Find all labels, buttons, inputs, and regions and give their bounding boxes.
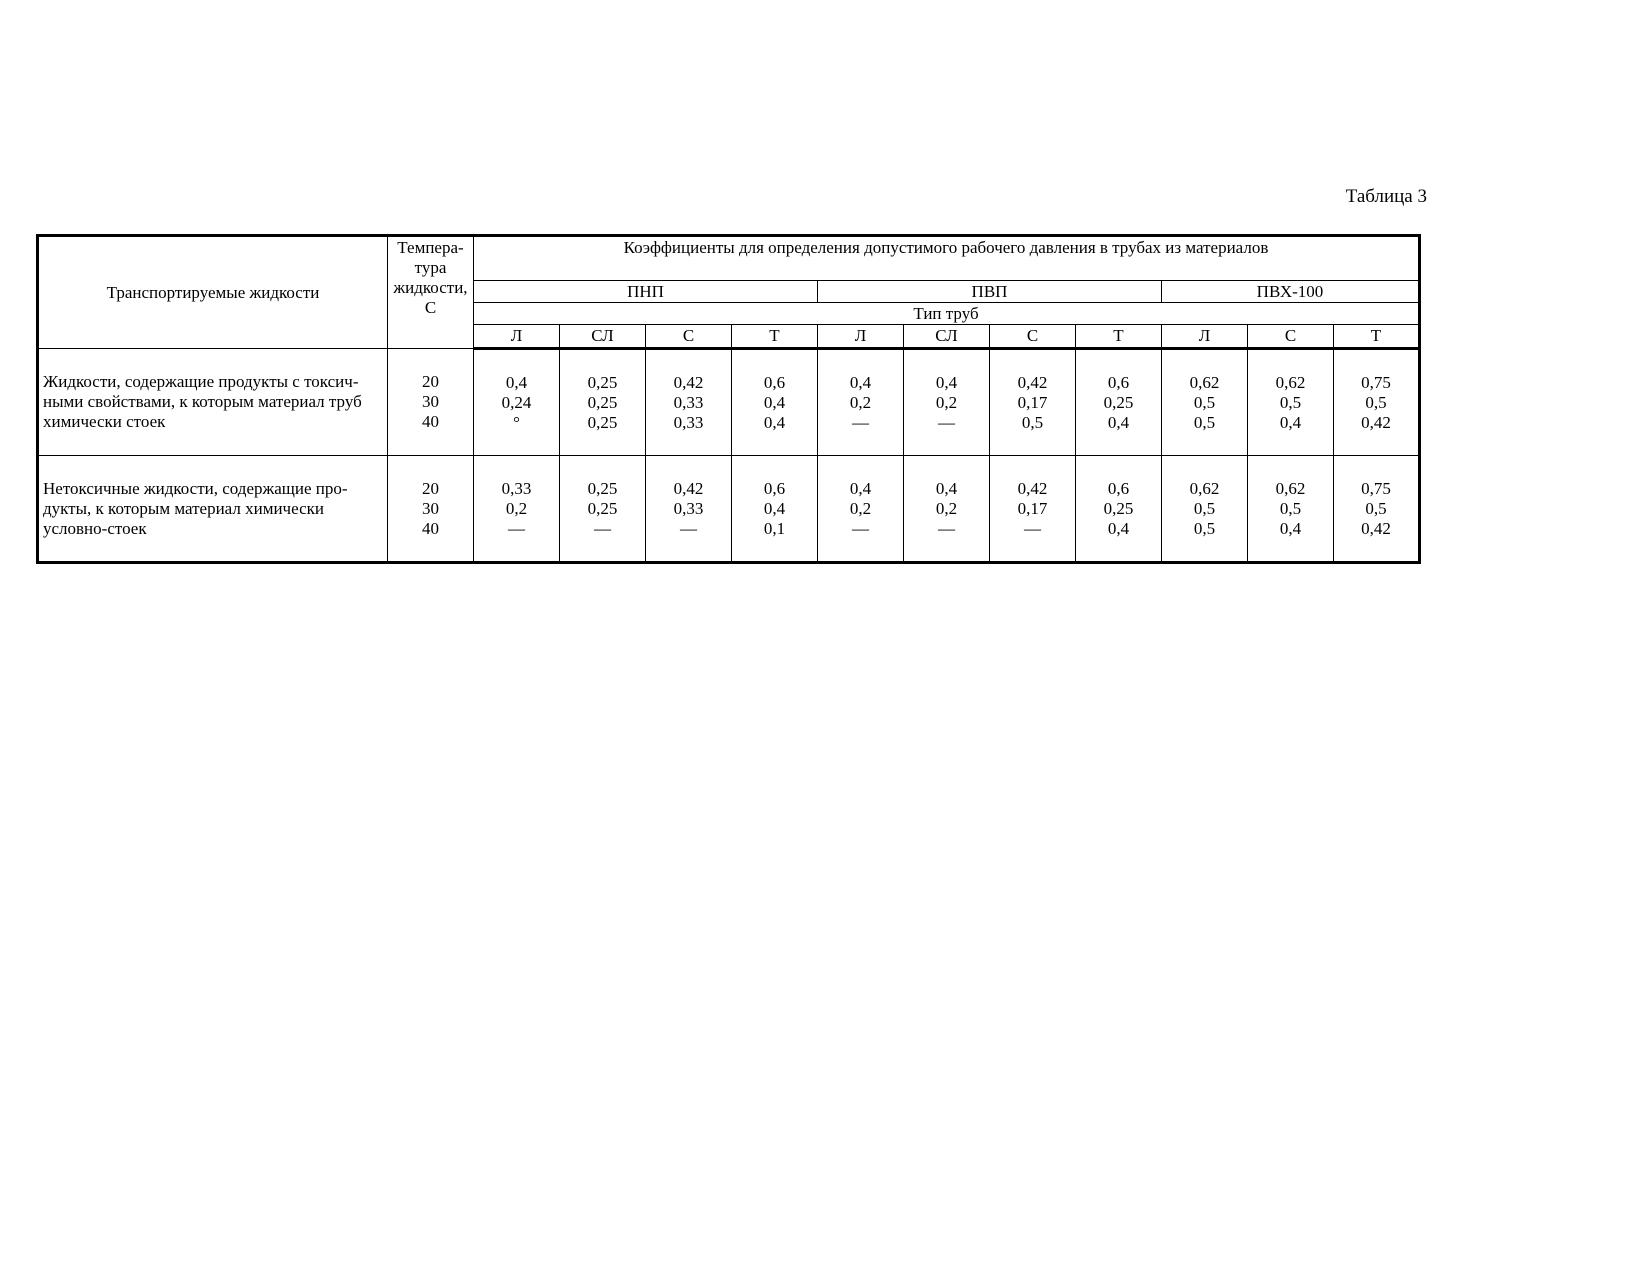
pipe-type-cell: Т (1334, 325, 1420, 349)
temperature-value: 40 (422, 518, 439, 538)
coefficient-value: 0,4 (763, 412, 786, 432)
table-row (38, 456, 1420, 563)
coefficient-value: 0,4 (763, 392, 786, 412)
coefficient-value: 0,4 (849, 372, 872, 392)
coefficient-cell (1076, 456, 1162, 563)
header-temperature-line: С (424, 298, 437, 317)
coefficient-value: — (1024, 518, 1041, 538)
coefficient-value: 0,25 (587, 392, 618, 412)
coefficient-value: 0,42 (1017, 478, 1048, 498)
coefficient-value: — (594, 518, 611, 538)
coefficient-value: 0,2 (935, 392, 958, 412)
coefficient-value: 0,62 (1189, 372, 1220, 392)
coefficient-cell (990, 349, 1076, 456)
pipe-type-cell: Т (732, 325, 818, 349)
pipe-type-cell: С (646, 325, 732, 349)
coefficient-cell (1162, 456, 1248, 563)
coefficient-value: — (852, 518, 869, 538)
temperature-cell (388, 456, 474, 563)
coefficient-value: 0,17 (1017, 498, 1048, 518)
coefficient-value: 0,4 (1279, 518, 1302, 538)
fluid-line: химически стоек (43, 412, 166, 431)
fluid-line: дукты, к которым материал химически (43, 498, 324, 518)
coefficient-value: 0,5 (1193, 392, 1216, 412)
coefficient-value: 0,2 (505, 498, 528, 518)
temperature-value: 30 (422, 498, 439, 518)
coefficient-value: 0,6 (1107, 372, 1130, 392)
coefficient-value: 0,5 (1365, 498, 1387, 518)
fluid-line: Нетоксичные жидкости, содержащие про- (43, 478, 348, 498)
coefficient-value: ° (513, 412, 520, 432)
pressure-coefficient-table (36, 234, 1421, 564)
coefficient-value: — (508, 518, 525, 538)
fluid-cell (38, 456, 388, 563)
coefficient-value: 0,5 (1193, 518, 1216, 538)
coefficient-value: 0,25 (1103, 392, 1134, 412)
temperature-value: 20 (422, 372, 439, 391)
coefficient-cell (732, 456, 818, 563)
header-fluids: Транспортируемые жидкости (38, 236, 388, 349)
coefficient-value: 0,25 (587, 478, 618, 498)
coefficient-value: 0,25 (587, 372, 618, 392)
coefficient-value: — (680, 518, 697, 538)
header-material-pvp: ПВП (818, 281, 1162, 303)
header-material-pnp: ПНП (474, 281, 818, 303)
coefficient-value: 0,4 (505, 372, 528, 392)
coefficient-cell (646, 349, 732, 456)
coefficient-value: 0,5 (1193, 498, 1216, 518)
header-temperature-line: Темпера- (397, 238, 464, 257)
coefficient-value: 0,4 (1107, 412, 1130, 432)
coefficient-cell (1334, 349, 1420, 456)
coefficient-value: 0,33 (673, 498, 704, 518)
header-temperature-line: жидкости, (393, 278, 468, 297)
coefficient-value: 0,4 (849, 478, 872, 498)
coefficient-value: 0,42 (1017, 372, 1048, 392)
coefficient-cell (560, 349, 646, 456)
coefficient-value: 0,17 (1017, 392, 1048, 412)
fluid-line: условно-стоек (43, 518, 147, 538)
pipe-type-cell: СЛ (560, 325, 646, 349)
header-temperature (388, 236, 474, 349)
coefficient-value: 0,5 (1021, 412, 1044, 432)
coefficient-value: 0,25 (1103, 498, 1134, 518)
coefficient-value: 0,42 (1361, 518, 1391, 538)
coefficient-value: 0,6 (763, 372, 786, 392)
coefficient-value: 0,42 (1361, 412, 1391, 432)
coefficient-cell (646, 456, 732, 563)
pipe-type-cell: Л (818, 325, 904, 349)
coefficient-cell (1248, 456, 1334, 563)
coefficient-cell (1334, 456, 1420, 563)
coefficient-cell (1162, 349, 1248, 456)
pipe-type-cell: Л (1162, 325, 1248, 349)
coefficient-cell (904, 456, 990, 563)
table-row (38, 349, 1420, 456)
coefficient-value: — (938, 412, 955, 432)
fluid-cell (38, 349, 388, 456)
coefficient-cell (1076, 349, 1162, 456)
coefficient-value: 0,5 (1193, 412, 1216, 432)
coefficient-value: 0,33 (673, 392, 704, 412)
coefficient-value: 0,4 (763, 498, 786, 518)
coefficient-cell (1248, 349, 1334, 456)
temperature-value: 20 (422, 478, 439, 498)
header-material-pvh: ПВХ-100 (1162, 281, 1420, 303)
pipe-type-cell: Л (474, 325, 560, 349)
coefficient-value: 0,4 (935, 372, 958, 392)
temperature-value: 30 (422, 392, 439, 411)
coefficient-value: 0,75 (1361, 478, 1391, 498)
coefficient-value: 0,42 (673, 478, 704, 498)
pipe-type-cell: Т (1076, 325, 1162, 349)
coefficient-value: 0,5 (1279, 498, 1302, 518)
fluid-line: ными свойствами, к которым материал труб (43, 392, 362, 411)
coefficient-value: 0,25 (587, 412, 618, 432)
coefficient-value: — (852, 412, 869, 432)
coefficient-value: 0,4 (1107, 518, 1130, 538)
coefficient-cell (904, 349, 990, 456)
coefficient-value: 0,42 (673, 372, 704, 392)
coefficient-value: 0,6 (1107, 478, 1130, 498)
coefficient-value: 0,33 (673, 412, 704, 432)
temperature-cell (388, 349, 474, 456)
coefficient-value: 0,33 (501, 478, 532, 498)
coefficient-value: 0,75 (1361, 372, 1391, 392)
coefficient-value: — (938, 518, 955, 538)
coefficient-value: 0,2 (849, 498, 872, 518)
coefficient-value: 0,4 (935, 478, 958, 498)
coefficient-value: 0,2 (849, 392, 872, 412)
coefficient-value: 0,62 (1189, 478, 1220, 498)
table-caption: Таблица 3 (1345, 186, 1427, 207)
coefficient-cell (818, 349, 904, 456)
coefficient-value: 0,4 (1279, 412, 1302, 432)
pipe-type-cell: С (990, 325, 1076, 349)
coefficient-value: 0,2 (935, 498, 958, 518)
coefficient-value: 0,62 (1275, 372, 1306, 392)
coefficient-value: 0,6 (763, 478, 786, 498)
header-coefficients: Коэффициенты для определения допустимого рабочего давления в трубах из материалов (474, 236, 1420, 281)
pipe-type-cell: СЛ (904, 325, 990, 349)
coefficient-value: 0,24 (501, 392, 532, 412)
coefficient-value: 0,5 (1365, 392, 1387, 412)
header-temperature-line: тура (414, 258, 447, 277)
coefficient-cell (474, 456, 560, 563)
pipe-type-cell: С (1248, 325, 1334, 349)
coefficient-cell (818, 456, 904, 563)
header-pipe-type: Тип труб (474, 303, 1420, 325)
coefficient-cell (990, 456, 1076, 563)
coefficient-cell (474, 349, 560, 456)
fluid-line: Жидкости, содержащие продукты с токсич- (43, 372, 359, 391)
coefficient-value: 0,5 (1279, 392, 1302, 412)
coefficient-value: 0,1 (763, 518, 786, 538)
coefficient-cell (732, 349, 818, 456)
coefficient-cell (560, 456, 646, 563)
coefficient-value: 0,25 (587, 498, 618, 518)
coefficient-value: 0,62 (1275, 478, 1306, 498)
temperature-value: 40 (422, 412, 439, 431)
